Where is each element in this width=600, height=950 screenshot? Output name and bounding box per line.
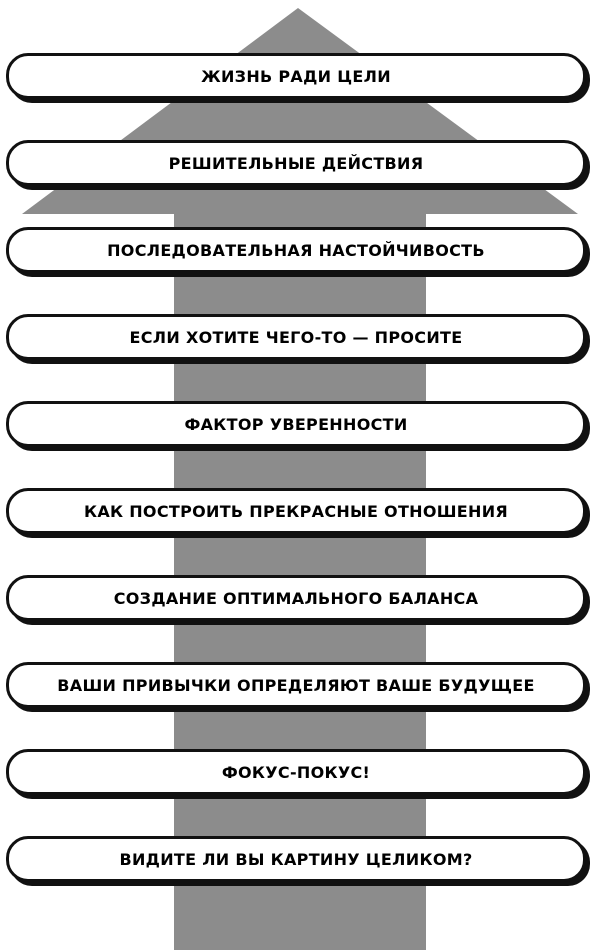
step-box-4	[6, 314, 586, 360]
step-label-8: ВАШИ ПРИВЫЧКИ ОПРЕДЕЛЯЮТ ВАШЕ БУДУЩЕЕ	[57, 675, 535, 695]
step-box-3	[6, 227, 586, 273]
step-label-4: ЕСЛИ ХОТИТЕ ЧЕГО-ТО — ПРОСИТЕ	[129, 327, 463, 347]
step-label-1: ЖИЗНЬ РАДИ ЦЕЛИ	[201, 66, 391, 86]
step-box-9	[6, 749, 586, 795]
step-label-9: ФОКУС-ПОКУС!	[221, 762, 371, 782]
step-box-7	[6, 575, 586, 621]
step-label-3: ПОСЛЕДОВАТЕЛЬНАЯ НАСТОЙЧИВОСТЬ	[107, 240, 485, 260]
step-box-5	[6, 401, 586, 447]
step-box-10	[6, 836, 586, 882]
step-label-7: СОЗДАНИЕ ОПТИМАЛЬНОГО БАЛАНСА	[113, 588, 479, 608]
step-label-10: ВИДИТЕ ЛИ ВЫ КАРТИНУ ЦЕЛИКОМ?	[119, 849, 473, 869]
step-label-5: ФАКТОР УВЕРЕННОСТИ	[184, 414, 408, 434]
step-box-8	[6, 662, 586, 708]
step-box-1	[6, 53, 586, 99]
step-box-2	[6, 140, 586, 186]
step-label-2: РЕШИТЕЛЬНЫЕ ДЕЙСТВИЯ	[168, 153, 424, 173]
step-label-6: КАК ПОСТРОИТЬ ПРЕКРАСНЫЕ ОТНОШЕНИЯ	[83, 501, 509, 521]
step-box-6	[6, 488, 586, 534]
